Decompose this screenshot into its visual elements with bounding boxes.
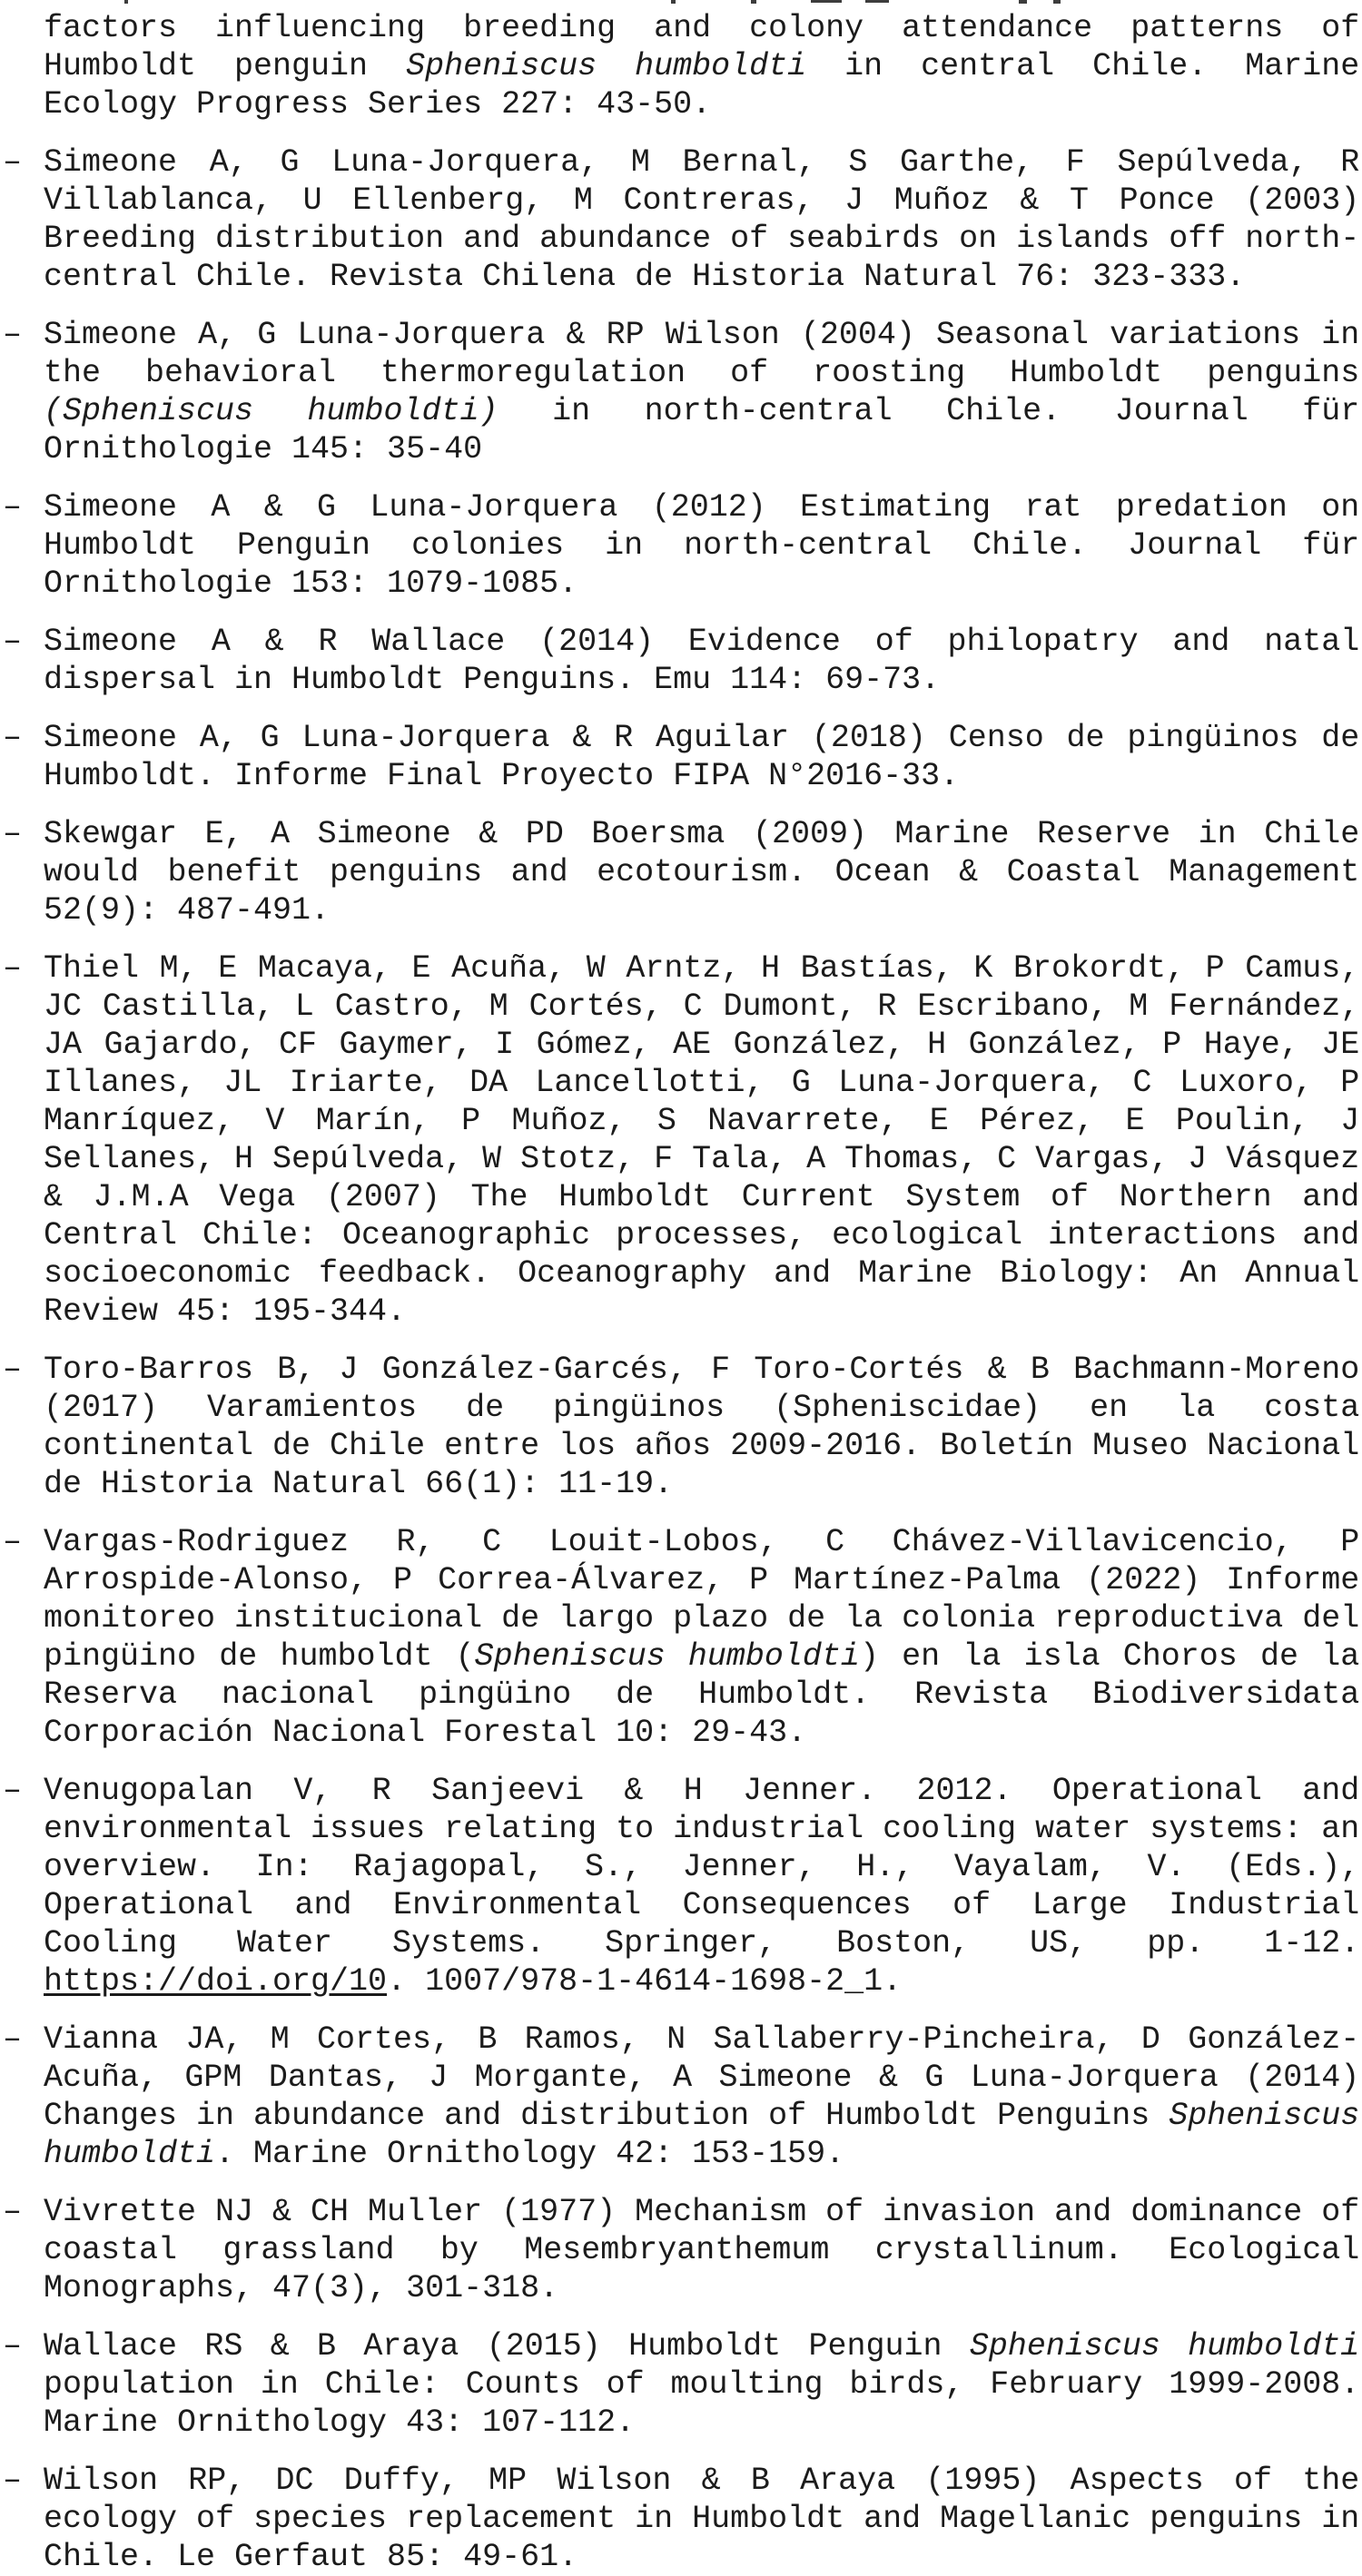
- reference-text: Simeone A, G Luna-Jorquera & R Aguilar (2018) Censo de pingüinos de Humboldt. Informe Final Proyecto FIPA N°2016-33.: [44, 720, 1360, 794]
- reference-text: . 1007/978-1-4614-1698-2_1.: [387, 1963, 903, 2000]
- reference-item: [3, 623, 1360, 699]
- clipped-line-remnant: [0, 0, 1362, 5]
- references-list: [3, 9, 1360, 2576]
- reference-text: Vivrette NJ & CH Muller (1977) Mechanism of invasion and dominance of coastal grassland by Mesembryanthemum crystallinum. Ecological Monographs, 47(3), 301-318.: [44, 2194, 1360, 2306]
- reference-bullet-dash: –: [3, 720, 23, 756]
- reference-text: in north-central Chile. Journal für Ornithologie 145: 35-40: [44, 393, 1360, 467]
- reference-item: [44, 9, 1359, 123]
- reference-bullet-dash: –: [3, 2021, 23, 2058]
- reference-text: . Marine Ornithology 42: 153-159.: [215, 2136, 845, 2172]
- reference-bullet-dash: –: [3, 1352, 23, 1388]
- reference-text: Toro-Barros B, J González-Garcés, F Toro-Cortés & B Bachmann-Moreno (2017) Varamientos de pingüinos (Spheniscidae) en la costa continental de Chile entre los años 2009-2016. Boletín Museo Nacional de Historia Natural 66(1): 11-19.: [44, 1352, 1360, 1502]
- reference-item: [3, 2020, 1360, 2173]
- reference-bullet-dash: –: [3, 2328, 23, 2365]
- reference-text: Simeone A, G Luna-Jorquera, M Bernal, S Garthe, F Sepúlveda, R Villablanca, U Ellenberg, M Contreras, J Muñoz & T Ponce (2003) Breeding distribution and abundance of seabirds on islands off north-central Chile. Revista Chilena de Historia Natural 76: 323-333.: [44, 144, 1360, 295]
- reference-item: [3, 316, 1360, 468]
- doi-link[interactable]: https://doi.org/10: [44, 1963, 388, 2000]
- reference-text: Simeone A & G Luna-Jorquera (2012) Estimating rat predation on Humboldt Penguin colonies in north-central Chile. Journal für Ornithologie 153: 1079-1085.: [44, 489, 1360, 602]
- reference-text: Vianna JA, M Cortes, B Ramos, N Sallaberry-Pincheira, D González-Acuña, GPM Dantas, J Morgante, A Simeone & G Luna-Jorquera (2014) Changes in abundance and distribution of Humboldt Penguins: [44, 2021, 1360, 2134]
- reference-item: [3, 143, 1360, 296]
- reference-text: Skewgar E, A Simeone & PD Boersma (2009) Marine Reserve in Chile would benefit penguins and ecotourism. Ocean & Coastal Management 52(9): 487-491.: [44, 816, 1360, 929]
- reference-text: Vargas-Rodriguez R, C Louit-Lobos, C Chávez-Villavicencio, P Arrospide-Alonso, P Correa-Álvarez, P Martínez-Palma (2022) Informe monitoreo institucional de largo plazo de la colonia reproductiva del pingüino de humboldt (: [44, 1524, 1360, 1675]
- reference-bullet-dash: –: [3, 816, 23, 852]
- reference-text: Simeone A & R Wallace (2014) Evidence of philopatry and natal dispersal in Humboldt Penguins. Emu 114: 69-73.: [44, 624, 1360, 698]
- reference-bullet-dash: –: [3, 950, 23, 987]
- species-name-italic: Spheniscus humboldti: [44, 2098, 1360, 2172]
- reference-text: Wilson RP, DC Duffy, MP Wilson & B Araya (1995) Aspects of the ecology of species replacement in Humboldt and Magellanic penguins in Chile. Le Gerfaut 85: 49-61.: [44, 2463, 1360, 2575]
- species-name-italic: Spheniscus humboldti: [474, 1638, 860, 1675]
- reference-bullet-dash: –: [3, 624, 23, 660]
- reference-text: factors influencing breeding and colony attendance patterns of Humboldt penguin: [44, 10, 1360, 84]
- reference-bullet-dash: –: [3, 2463, 23, 2499]
- reference-item: [3, 949, 1360, 1331]
- species-name-italic: (Spheniscus humboldti): [44, 393, 498, 429]
- reference-item: [3, 1351, 1360, 1503]
- reference-text: population in Chile: Counts of moulting birds, February 1999-2008. Marine Ornithology 43: 107-112.: [44, 2366, 1360, 2441]
- reference-item: [3, 719, 1360, 795]
- species-name-italic: Spheniscus humboldti: [406, 48, 807, 84]
- reference-text: Simeone A, G Luna-Jorquera & RP Wilson (2004) Seasonal variations in the behavioral thermoregulation of roosting Humboldt penguins: [44, 317, 1360, 391]
- reference-item: [3, 488, 1360, 603]
- species-name-italic: Spheniscus humboldti: [969, 2328, 1360, 2365]
- reference-item: [3, 1772, 1360, 2001]
- reference-text: Wallace RS & B Araya (2015) Humboldt Penguin: [44, 2328, 970, 2365]
- reference-text: Venugopalan V, R Sanjeevi & H Jenner. 2012. Operational and environmental issues relating to industrial cooling water systems: an overview. In: Rajagopal, S., Jenner, H., Vayalam, V. (Eds.), Operational and Environmental Consequences of Large Industrial Cooling Water Systems. Springer, Boston, US, pp. 1-12.: [44, 1773, 1360, 1961]
- reference-bullet-dash: –: [3, 489, 23, 526]
- reference-bullet-dash: –: [3, 2194, 23, 2230]
- reference-item: [3, 2193, 1360, 2307]
- reference-bullet-dash: –: [3, 317, 23, 353]
- reference-bullet-dash: –: [3, 144, 23, 181]
- reference-bullet-dash: –: [3, 1773, 23, 1809]
- reference-text: ) en la isla Choros de la Reserva nacional pingüino de Humboldt. Revista Biodiversidata Corporación Nacional Forestal 10: 29-43.: [44, 1638, 1360, 1751]
- reference-text: Thiel M, E Macaya, E Acuña, W Arntz, H Bastías, K Brokordt, P Camus, JC Castilla, L Castro, M Cortés, C Dumont, R Escribano, M Fernández, JA Gajardo, CF Gaymer, I Gómez, AE González, H González, P Haye, JE Illanes, JL Iriarte, DA Lancellotti, G Luna-Jorquera, C Luxoro, P Manríquez, V Marín, P Muñoz, S Navarrete, E Pérez, E Poulin, J Sellanes, H Sepúlveda, W Stotz, F Tala, A Thomas, C Vargas, J Vásquez & J.M.A Vega (2007) The Humboldt Current System of Northern and Central Chile: Oceanographic processes, ecological interactions and socioeconomic feedback. Oceanography and Marine Biology: An Annual Review 45: 195-344.: [44, 950, 1360, 1330]
- reference-bullet-dash: –: [3, 1524, 23, 1560]
- reference-text: in central Chile. Marine Ecology Progress Series 227: 43-50.: [44, 48, 1360, 123]
- reference-item: [3, 2327, 1360, 2442]
- reference-item: [3, 2462, 1360, 2576]
- reference-item: [3, 815, 1360, 929]
- reference-item: [3, 1523, 1360, 1752]
